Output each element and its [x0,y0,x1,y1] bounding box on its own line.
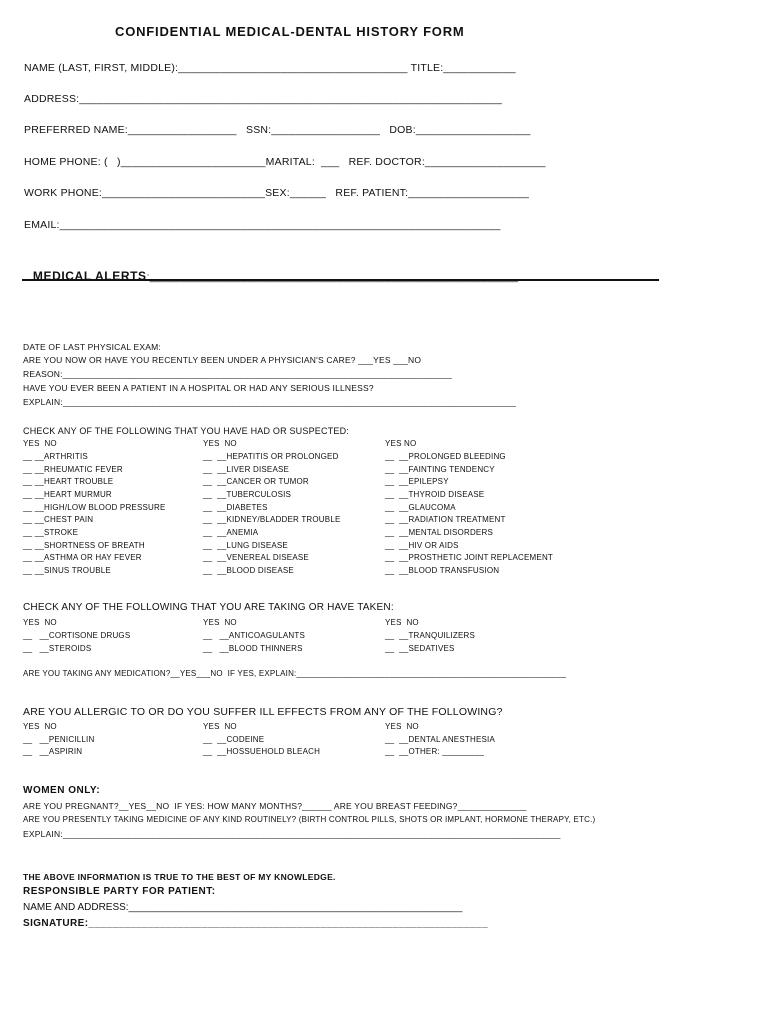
address-field[interactable]: ADDRESS:______________________________________________________________________ [24,93,503,105]
condition-item[interactable]: __ __DIABETES [203,503,268,512]
hospital-question: HAVE YOU EVER BEEN A PATIENT IN A HOSPITAL OR HAD ANY SERIOUS ILLNESS? [23,383,374,393]
condition-item[interactable]: __ __GLAUCOMA [385,503,456,512]
condition-item[interactable]: __ __BLOOD DISEASE [203,566,294,575]
condition-item[interactable]: __ __HEPATITIS OR PROLONGED [203,452,339,461]
conditions-yesno-col1: YES NO [23,439,57,448]
medical-alerts-label: MEDICAL ALERTS [32,269,147,283]
condition-item[interactable]: __ __EPILEPSY [385,477,449,486]
name-address-field[interactable]: NAME AND ADDRESS:____________________________________________________________ [23,902,463,913]
condition-item[interactable]: __ __PROSTHETIC JOINT REPLACEMENT [385,553,554,562]
allergies-yesno-col2: YES NO [203,722,237,731]
condition-item[interactable]: __ __LIVER DISEASE [203,465,290,474]
allergy-item[interactable]: __ __DENTAL ANESTHESIA [385,735,495,744]
condition-item[interactable]: __ __HEART TROUBLE [23,477,114,486]
allergy-item[interactable]: __ __HOSSUEHOLD BLEACH [203,747,321,756]
responsible-party-heading: RESPONSIBLE PARTY FOR PATIENT: [23,886,216,897]
conditions-heading: CHECK ANY OF THE FOLLOWING THAT YOU HAVE HAD OR SUSPECTED: [23,426,349,436]
condition-item[interactable]: __ __HEART MURMUR [23,490,112,499]
allergy-item[interactable]: __ __OTHER: _________ [385,747,485,756]
women-explain-field[interactable]: EXPLAIN:_____________________________________________________________________________________________________ [23,829,561,839]
work-phone-sex-refpatient-field[interactable]: WORK PHONE:___________________________SEX:______ REF. PATIENT:____________________ [24,187,530,199]
medication-item[interactable]: __ __SEDATIVES [385,644,455,653]
condition-item[interactable]: __ __SINUS TROUBLE [23,566,111,575]
condition-item[interactable]: __ __FAINTING TENDENCY [385,465,495,474]
medication-item[interactable]: __ __STEROIDS [23,644,92,653]
email-field[interactable]: EMAIL:_________________________________________________________________________ [24,219,501,231]
medication-item[interactable]: __ __BLOOD THINNERS [203,644,303,653]
allergies-heading: ARE YOU ALLERGIC TO OR DO YOU SUFFER ILL EFFECTS FROM ANY OF THE FOLLOWING? [23,706,503,718]
allergy-item[interactable]: __ __ASPIRIN [23,747,83,756]
condition-item[interactable]: __ __CANCER OR TUMOR [203,477,309,486]
condition-item[interactable]: __ __MENTAL DISORDERS [385,528,493,537]
name-title-field[interactable]: NAME (LAST, FIRST, MIDDLE):______________________________________ TITLE:____________ [24,62,516,74]
medication-item[interactable]: __ __ANTICOAGULANTS [203,631,306,640]
allergy-item[interactable]: __ __PENICILLIN [23,735,95,744]
condition-item[interactable]: __ __ARTHRITIS [23,452,88,461]
reason-field[interactable]: REASON:_______________________________________________________________________________ [23,369,452,379]
condition-item[interactable]: __ __HIGH/LOW BLOOD PRESSURE [23,503,166,512]
condition-item[interactable]: __ __PROLONGED BLEEDING [385,452,506,461]
medications-yesno-col2: YES NO [203,618,237,627]
physician-care-question: ARE YOU NOW OR HAVE YOU RECENTLY BEEN UNDER A PHYSICIAN'S CARE? ___YES ___NO [23,355,422,365]
attestation-statement: THE ABOVE INFORMATION IS TRUE TO THE BEST OF MY KNOWLEDGE. [23,872,336,882]
medication-item[interactable]: __ __CORTISONE DRUGS [23,631,131,640]
condition-item[interactable]: __ __THYROID DISEASE [385,490,485,499]
allergies-yesno-col3: YES NO [385,722,419,731]
form-title: CONFIDENTIAL MEDICAL-DENTAL HISTORY FORM [115,24,465,39]
pregnancy-question[interactable]: ARE YOU PREGNANT?__YES__NO IF YES: HOW MANY MONTHS?______ ARE YOU BREAST FEEDING?______________ [23,801,527,811]
conditions-yesno-col2: YES NO [203,439,237,448]
last-physical-exam: DATE OF LAST PHYSICAL EXAM: [23,342,161,352]
condition-item[interactable]: __ __ANEMIA [203,528,259,537]
women-only-heading: WOMEN ONLY: [23,785,101,796]
hospital-explain-field[interactable]: EXPLAIN:____________________________________________________________________________________________ [23,397,517,407]
medications-heading: CHECK ANY OF THE FOLLOWING THAT YOU ARE TAKING OR HAVE TAKEN: [23,602,394,613]
conditions-yesno-col3: YES NO [385,439,417,448]
signature-field[interactable]: SIGNATURE:___________________________________________________________________ [23,918,488,929]
current-medication-field[interactable]: ARE YOU TAKING ANY MEDICATION?__YES___NO IF YES, EXPLAIN:__________________________________________________________ [23,669,567,678]
condition-item[interactable]: __ __KIDNEY/BLADDER TROUBLE [203,515,341,524]
condition-item[interactable]: __ __ASTHMA OR HAY FEVER [23,553,142,562]
home-phone-marital-refdoctor-field[interactable]: HOME PHONE: ( )________________________MARITAL: ___ REF. DOCTOR:____________________ [24,156,546,168]
condition-item[interactable]: __ __BLOOD TRANSFUSION [385,566,500,575]
condition-item[interactable]: __ __SHORTNESS OF BREATH [23,541,145,550]
condition-item[interactable]: __ __VENEREAL DISEASE [203,553,309,562]
condition-item[interactable]: __ __LUNG DISEASE [203,541,288,550]
medications-yesno-col3: YES NO [385,618,419,627]
medications-yesno-col1: YES NO [23,618,57,627]
condition-item[interactable]: __ __HIV OR AIDS [385,541,459,550]
condition-item[interactable]: __ __RHEUMATIC FEVER [23,465,123,474]
condition-item[interactable]: __ __CHEST PAIN [23,515,94,524]
condition-item[interactable]: __ __STROKE [23,528,79,537]
routine-medicine-question: ARE YOU PRESENTLY TAKING MEDICINE OF ANY KIND ROUTINELY? (BIRTH CONTROL PILLS, SHOTS OR IMPLANT, HORMONE THERAPY, ETC.) [23,815,596,824]
medical-alerts-line: :_____________________________________________________________ [146,271,519,283]
medication-item[interactable]: __ __TRANQUILIZERS [385,631,476,640]
allergy-item[interactable]: __ __CODEINE [203,735,265,744]
condition-item[interactable]: __ __RADIATION TREATMENT [385,515,506,524]
condition-item[interactable]: __ __TUBERCULOSIS [203,490,292,499]
allergies-yesno-col1: YES NO [23,722,57,731]
preferred-ssn-dob-field[interactable]: PREFERRED NAME:__________________ SSN:__________________ DOB:___________________ [24,124,531,136]
section-divider [22,279,659,281]
